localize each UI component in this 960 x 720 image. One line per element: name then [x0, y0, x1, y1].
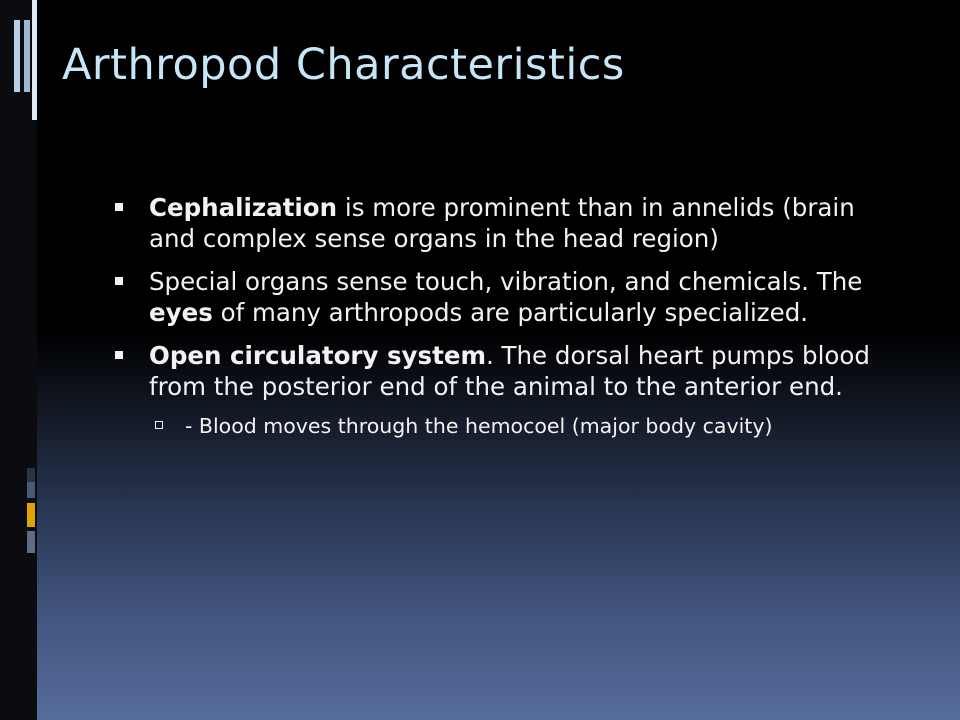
sub-bullet-item — [112, 412, 872, 440]
decorative-square-yellow — [27, 503, 35, 527]
decorative-bar — [24, 20, 30, 92]
bullet-bold-term: eyes — [149, 298, 213, 327]
bullet-text: . The dorsal heart pumps blood from the posterior end of the animal to the anterior end. — [149, 341, 870, 401]
bullet-text: Special organs sense touch, vibration, and chemicals. The — [149, 267, 863, 296]
bullet-bold-term: Cephalization — [149, 193, 338, 222]
bullet-text: of many arthropods are particularly specialized. — [212, 298, 809, 327]
bullet-item — [112, 266, 872, 328]
decorative-bar — [32, 0, 37, 120]
bullet-text: is more prominent than in annelids (brain and complex sense organs in the head region) — [149, 193, 855, 253]
decorative-square — [27, 482, 35, 498]
bullet-item — [112, 192, 872, 254]
bullet-square-icon — [115, 203, 123, 211]
sub-bullet-text: - Blood moves through the hemocoel (major body cavity) — [185, 414, 773, 438]
decorative-bar — [14, 20, 20, 92]
bullet-list — [112, 192, 872, 440]
bullet-item — [112, 340, 872, 402]
bullet-bold-term: Open circulatory system — [149, 341, 486, 370]
bullet-square-icon — [115, 277, 123, 285]
slide-title: Arthropod Characteristics — [62, 40, 625, 90]
sub-bullet-square-icon — [155, 421, 163, 429]
decorative-square — [27, 531, 35, 553]
bullet-square-icon — [115, 351, 123, 359]
